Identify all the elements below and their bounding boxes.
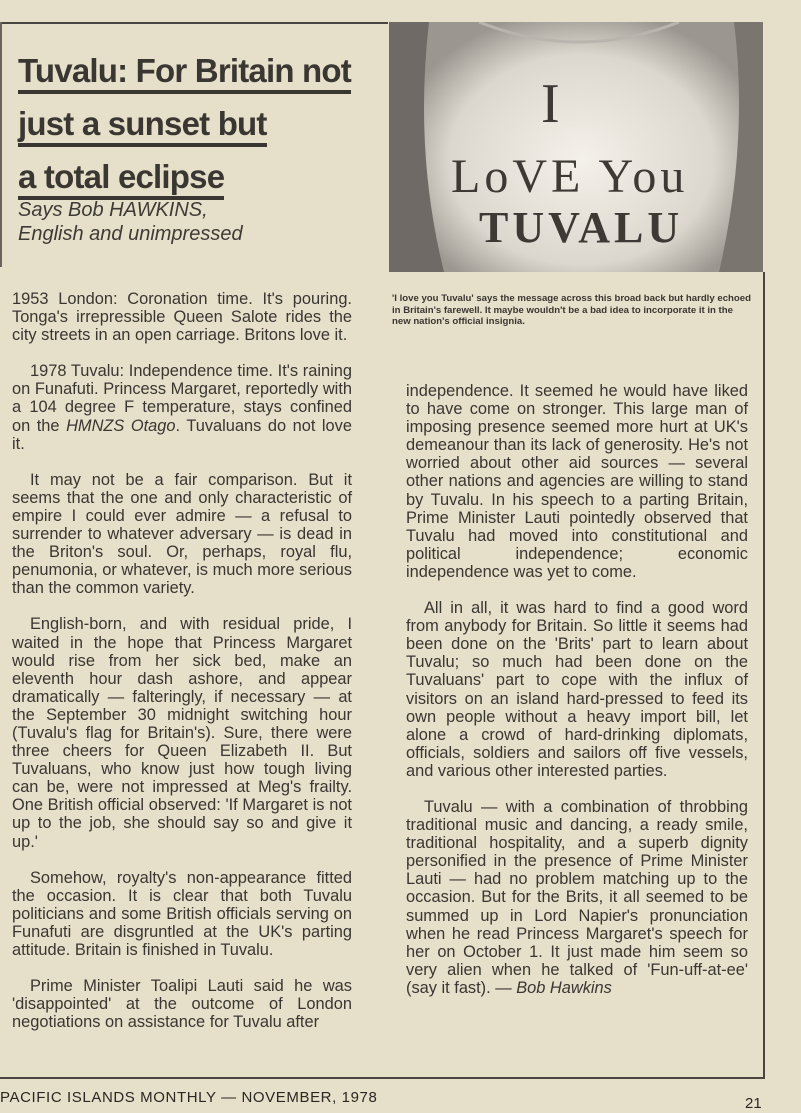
right-paragraph-1: independence. It seemed he would have liked to have come on stronger. This large man of imposing presence seemed more hurt at UK's demeanour than its lack of generosity. He's not worried about other aid sources — several other nations and agencies are willing to stand by Tuvalu. In his speech to a parting Britain, Prime Minister Lauti pointedly observed that Tuvalu had moved into constitutional and political independence; economic independence was yet to come.: [406, 382, 748, 581]
left-paragraph-5: Somehow, royalty's non-appearance fitted the occasion. It is clear that both Tuvalu politicians and some British officials serving on Funafuti are disgruntled at the UK's parting attitude. Britain is finished in Tuvalu.: [12, 868, 352, 959]
photo-caption: 'I love you Tuvalu' says the message across this broad back but hardly echoed in Britain's farewell. It maybe wouldn't be a bad idea to incorporate it in the new nation's official insignia.: [392, 293, 751, 327]
left-paragraph-2: 1978 Tuvalu: Independence time. It's raining on Funafuti. Princess Margaret, reportedly with a 104 degree F temperature, stays confined on the HMNZS Otago. Tuvaluans do not love it.: [12, 362, 352, 453]
right-column: [406, 382, 748, 1015]
left-column: [12, 290, 352, 1049]
frame-right-rule: [763, 272, 765, 1078]
frame-top-rule: [0, 22, 388, 24]
byline: [18, 198, 378, 246]
byline-line-2: English and unimpressed: [18, 223, 243, 245]
frame-bottom-rule: [0, 1077, 765, 1079]
tshirt-photo-illustration: [389, 22, 763, 272]
left-paragraph-6: Prime Minister Toalipi Lauti said he was 'disappointed' at the outcome of London negotiations on assistance for Tuvalu after: [12, 977, 352, 1032]
left-paragraph-3: It may not be a fair comparison. But it seems that the one and only characteristic of empire I could ever admire — a refusal to surrender to whatever adversary — is dead in the Briton's soul. Or, perhaps, royal flu, penumonia, or whatever, is much more serious than the common variety.: [12, 470, 352, 598]
tshirt-text-line-2: LoVE You: [451, 150, 689, 203]
headline-line-3: a total eclipse: [18, 158, 224, 200]
byline-line-1: Says Bob HAWKINS,: [18, 199, 208, 221]
right-paragraph-2: All in all, it was hard to find a good word from anybody for Britain. So little it seems had been done on the 'Brits' part to learn about Tuvalu; so much had been done on the Tuvaluans' part to cope with the influx of visitors on an island hard-pressed to feed its own people without a heavy import bill, let alone a crowd of hard-drinking diplomats, officials, soldiers and sailors off five vessels, and various other interested parties.: [406, 599, 748, 780]
left-paragraph-4: English-born, and with residual pride, I waited in the hope that Princess Margaret would rise from her sick bed, make an eleventh hour dash ashore, and appear dramatically — falteringly, if necessary — at the September 30 midnight switching hour (Tuvalu's flag for Britain's). Sure, there were three cheers for Queen Elizabeth II. But Tuvaluans, who know just how tough living can be, were not impressed at Meg's frailty. One British official observed: 'If Margaret is not up to the job, she should say so and give it up.': [12, 615, 352, 851]
page-number: 21: [745, 1095, 762, 1112]
frame-left-rule: [0, 22, 2, 267]
publication-footer: PACIFIC ISLANDS MONTHLY — NOVEMBER, 1978: [0, 1089, 378, 1106]
tshirt-text-line-3: TUVALU: [479, 203, 684, 252]
right-paragraph-3: Tuvalu — with a combination of throbbing traditional music and dancing, a ready smile, traditional hospitality, and a superb dignity personified in the presence of Prime Minister Lauti — had no problem matching up to the occasion. But for the Brits, it all seemed to be summed up in Lord Napier's pronunciation when he read Princess Margaret's speech for her on October 1. It just made him seem so very alien when he talked of 'Fun-uff-at-ee' (say it fast). — Bob Hawkins: [406, 797, 748, 997]
headline-line-2: just a sunset but: [18, 105, 267, 147]
left-paragraph-1: 1953 London: Coronation time. It's pouring. Tonga's irrepressible Queen Salote rides the city streets in an open carriage. Britons love it.: [12, 290, 352, 345]
tshirt-photo: [389, 22, 763, 272]
ship-name: HMNZS Otago: [66, 416, 176, 435]
article-headline: [18, 48, 378, 207]
headline-line-1: Tuvalu: For Britain not: [18, 52, 351, 94]
author-signoff: Bob Hawkins: [516, 978, 612, 997]
tshirt-text-line-1: I: [541, 73, 560, 135]
